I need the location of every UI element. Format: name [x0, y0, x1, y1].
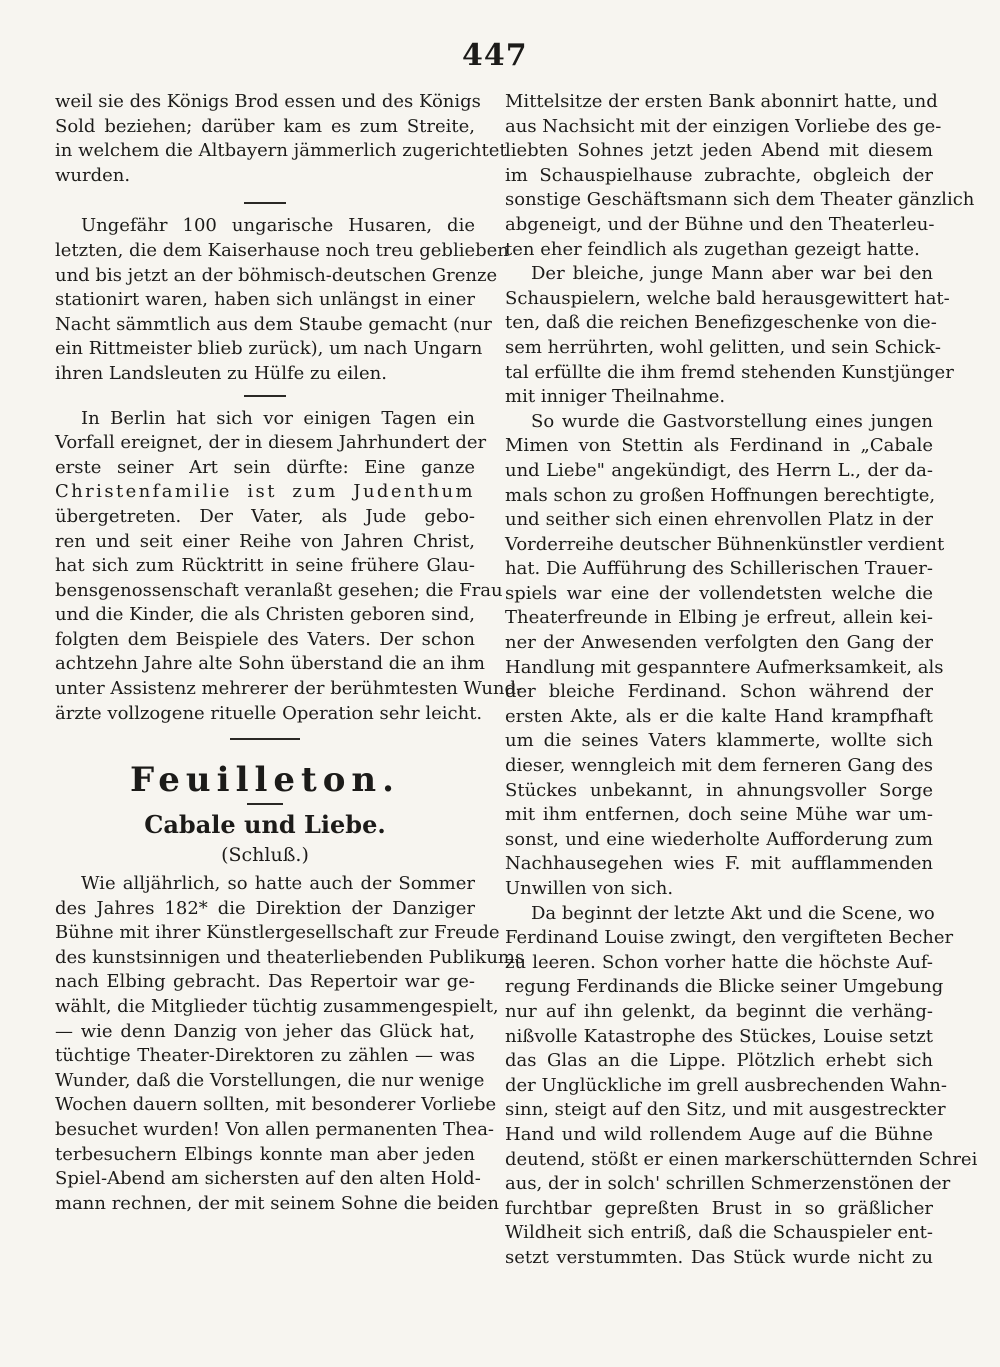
text-line: bensgenossenschaft veranlaßt gesehen; die Frau	[55, 579, 503, 601]
paragraph-holdmann	[505, 90, 975, 262]
text-line: das Glas an die Lippe. Plötzlich erhebt sich	[505, 1050, 933, 1072]
text-line: liebten Sohnes jetzt jeden Abend mit diesem	[505, 140, 933, 162]
text-line: Wochen dauern sollten, mit besonderer Vorliebe	[55, 1094, 497, 1116]
text-line: dieser, wenngleich mit dem ferneren Gang des	[505, 755, 933, 777]
text-line: Hand und wild rollendem Auge auf die Bühne	[505, 1123, 933, 1145]
text-line: aus Nachsicht mit der einzigen Vorliebe des ge-	[505, 115, 942, 137]
text-line: achtzehn Jahre alte Sohn überstand die an ihm	[55, 653, 485, 675]
text-line: In Berlin hat sich vor einigen Tagen ein	[81, 407, 475, 429]
text-line: Unwillen von sich.	[505, 878, 674, 899]
paragraph-guest-performance	[505, 410, 945, 902]
text-line: Da beginnt der letzte Akt und die Scene, wo	[531, 902, 935, 924]
text-line: weil sie des Königs Brod essen und des Königs	[55, 91, 481, 112]
text-line: Vorderreihe deutscher Bühnenkünstler verdient	[505, 533, 945, 555]
paragraph-pale-young-man	[505, 262, 954, 410]
story-subtitle: (Schluß.)	[221, 844, 309, 867]
text-line: und bis jetzt an der böhmisch-deutschen Grenze	[55, 264, 498, 286]
text-line: sonstige Geschäftsmann sich dem Theater gänzlich	[505, 189, 975, 211]
text-line: besuchet wurden! Von allen permanenten Thea-	[55, 1118, 495, 1140]
text-line: um die seines Vaters klammerte, wollte sich	[505, 730, 933, 752]
text-line: Schauspielern, welche bald herausgewittert hat-	[505, 287, 950, 309]
text-line: wählt, die Mitglieder tüchtig zusammengespielt,	[55, 996, 499, 1017]
text-line: nur auf ihn gelenkt, da beginnt die verhäng-	[505, 1000, 933, 1022]
text-line: regung Ferdinands die Blicke seiner Umgebung	[505, 976, 944, 998]
heading-divider	[247, 803, 283, 805]
text-line: Ferdinand Louise zwingt, den vergifteten Becher	[505, 927, 954, 949]
text-line: spiels war eine der vollendetsten welche die	[505, 582, 933, 604]
text-line: Bühne mit ihrer Künstlergesellschaft zur Freude	[55, 922, 500, 944]
text-line: des Jahres 182* die Direktion der Danziger	[55, 897, 475, 919]
text-line: wurden.	[55, 164, 131, 186]
text-line: ten eher feindlich als zugethan gezeigt hatte.	[505, 238, 920, 260]
text-line: hat sich zum Rücktritt in seine frühere Glau-	[55, 555, 475, 577]
paragraph-last-act	[505, 902, 978, 1271]
text-line: sem herrührten, wohl gelitten, und sein Schick-	[505, 336, 941, 358]
text-line: ten, daß die reichen Benefizgeschenke von die-	[505, 312, 937, 334]
text-line: Sold beziehen; darüber kam es zum Streite,	[55, 115, 475, 137]
text-line: hat. Die Aufführung des Schillerischen Trauer-	[505, 558, 933, 580]
text-line: in welchem die Altbayern jämmerlich zugerichtet	[55, 140, 507, 162]
paragraph-berlin	[55, 407, 523, 727]
section-divider	[230, 738, 300, 740]
text-line: Nachhausegehen wies F. mit aufflammenden	[505, 853, 933, 875]
text-line: Theaterfreunde in Elbing je erfreut, allein kei-	[505, 607, 933, 629]
text-line: Nacht sämmtlich aus dem Staube gemacht (nur	[55, 313, 492, 335]
text-line: Mimen von Stettin als Ferdinand in „Cabale	[505, 435, 933, 457]
right-column	[505, 90, 978, 1271]
paragraph-royal-bread	[55, 90, 507, 188]
text-line: mals schon zu großen Hoffnungen berechtigte,	[505, 484, 936, 506]
text-line: übergetreten. Der Vater, als Jude gebo-	[55, 505, 475, 527]
text-line: So wurde die Gastvorstellung eines jungen	[531, 410, 933, 432]
text-line: im Schauspielhause zubrachte, obgleich der	[505, 164, 933, 186]
text-line: setzt verstummten. Das Stück wurde nicht zu	[505, 1246, 933, 1268]
text-line: ihren Landsleuten zu Hülfe zu eilen.	[55, 362, 387, 384]
text-line: tal erfüllte die ihm fremd stehenden Kunstjünger	[505, 361, 954, 383]
text-line: Mittelsitze der ersten Bank abonnirt hatte, und	[505, 91, 938, 112]
text-line: Christenfamilie ist zum Judenthum	[55, 481, 475, 503]
text-line: folgten dem Beispiele des Vaters. Der schon	[55, 628, 475, 650]
text-line: — wie denn Danzig von jeher das Glück hat,	[55, 1020, 475, 1042]
text-line: furchtbar gepreßten Brust in so gräßlicher	[505, 1197, 933, 1219]
text-line: mit inniger Theilnahme.	[505, 386, 726, 408]
text-line: terbesuchern Elbings konnte man aber jeden	[55, 1143, 475, 1165]
text-line: des kunstsinnigen und theaterliebenden Publikums	[55, 946, 525, 968]
text-line: letzten, die dem Kaiserhause noch treu geblieben	[55, 239, 509, 261]
text-line: tüchtige Theater-Direktoren zu zählen — was	[55, 1045, 475, 1067]
page-number: 447	[462, 38, 528, 73]
text-line: ner der Anwesenden verfolgten den Gang der	[505, 632, 933, 654]
text-line: stationirt waren, haben sich unlängst in einer	[55, 289, 475, 311]
text-line: Handlung mit gespanntere Aufmerksamkeit, als	[505, 656, 944, 678]
text-line: ren und seit einer Reihe von Jahren Christ,	[55, 530, 475, 552]
text-line: ein Rittmeister blieb zurück), um nach Ungarn	[55, 338, 483, 360]
text-line: Wildheit sich entriß, daß die Schauspieler ent-	[505, 1222, 933, 1244]
text-line: sinn, steigt auf den Sitz, und mit ausgestreckter	[505, 1099, 946, 1121]
text-line: mann rechnen, der mit seinem Sohne die beiden	[55, 1192, 499, 1214]
text-line: zu leeren. Schon vorher hatte die höchste Auf-	[505, 951, 933, 973]
text-line: aus, der in solch' schrillen Schmerzenstönen der	[505, 1173, 951, 1195]
section-divider	[244, 395, 286, 397]
text-line: mit ihm entfernen, doch seine Mühe war um-	[505, 804, 933, 826]
text-line: Ungefähr 100 ungarische Husaren, die	[81, 215, 475, 237]
paragraph-story-start	[55, 872, 525, 1216]
text-line: Der bleiche, junge Mann aber war bei den	[531, 263, 933, 285]
text-line: und die Kinder, die als Christen geboren sind,	[55, 604, 475, 626]
text-line: nißvolle Katastrophe des Stückes, Louise setzt	[505, 1025, 933, 1047]
text-line: und seither sich einen ehrenvollen Platz in der	[505, 509, 933, 531]
text-line: deutend, stößt er einen markerschütternden Schrei	[505, 1148, 978, 1170]
text-line: Spiel-Abend am sichersten auf den alten Hold-	[55, 1168, 481, 1190]
text-line: Wunder, daß die Vorstellungen, die nur wenige	[55, 1069, 485, 1091]
feuilleton-heading: Feuilleton.	[130, 760, 400, 801]
text-line: unter Assistenz mehrerer der berühmtesten Wund-	[55, 678, 523, 700]
left-column	[55, 90, 525, 1216]
text-line: Stückes unbekannt, in ahnungsvoller Sorge	[505, 779, 933, 801]
text-line: der Unglückliche im grell ausbrechenden Wahn-	[505, 1074, 947, 1096]
text-line: ersten Akte, als er die kalte Hand krampfhaft	[505, 705, 933, 727]
text-line: abgeneigt, und der Bühne und den Theaterleu-	[505, 213, 935, 235]
text-line: erste seiner Art sein dürfte: Eine ganze	[55, 456, 475, 478]
text-line: ärzte vollzogene rituelle Operation sehr leicht.	[55, 702, 483, 724]
section-divider	[244, 202, 286, 204]
text-line: nach Elbing gebracht. Das Repertoir war ge-	[55, 971, 475, 993]
text-line: Wie alljährlich, so hatte auch der Sommer	[81, 873, 475, 895]
text-line: sonst, und eine wiederholte Aufforderung zum	[505, 828, 933, 850]
story-title: Cabale und Liebe.	[144, 809, 386, 839]
text-line: der bleiche Ferdinand. Schon während der	[505, 681, 933, 703]
text-line: Vorfall ereignet, der in diesem Jahrhundert der	[55, 432, 487, 454]
paragraph-hussars	[55, 214, 509, 386]
text-line: und Liebe" angekündigt, des Herrn L., der da-	[505, 459, 933, 481]
